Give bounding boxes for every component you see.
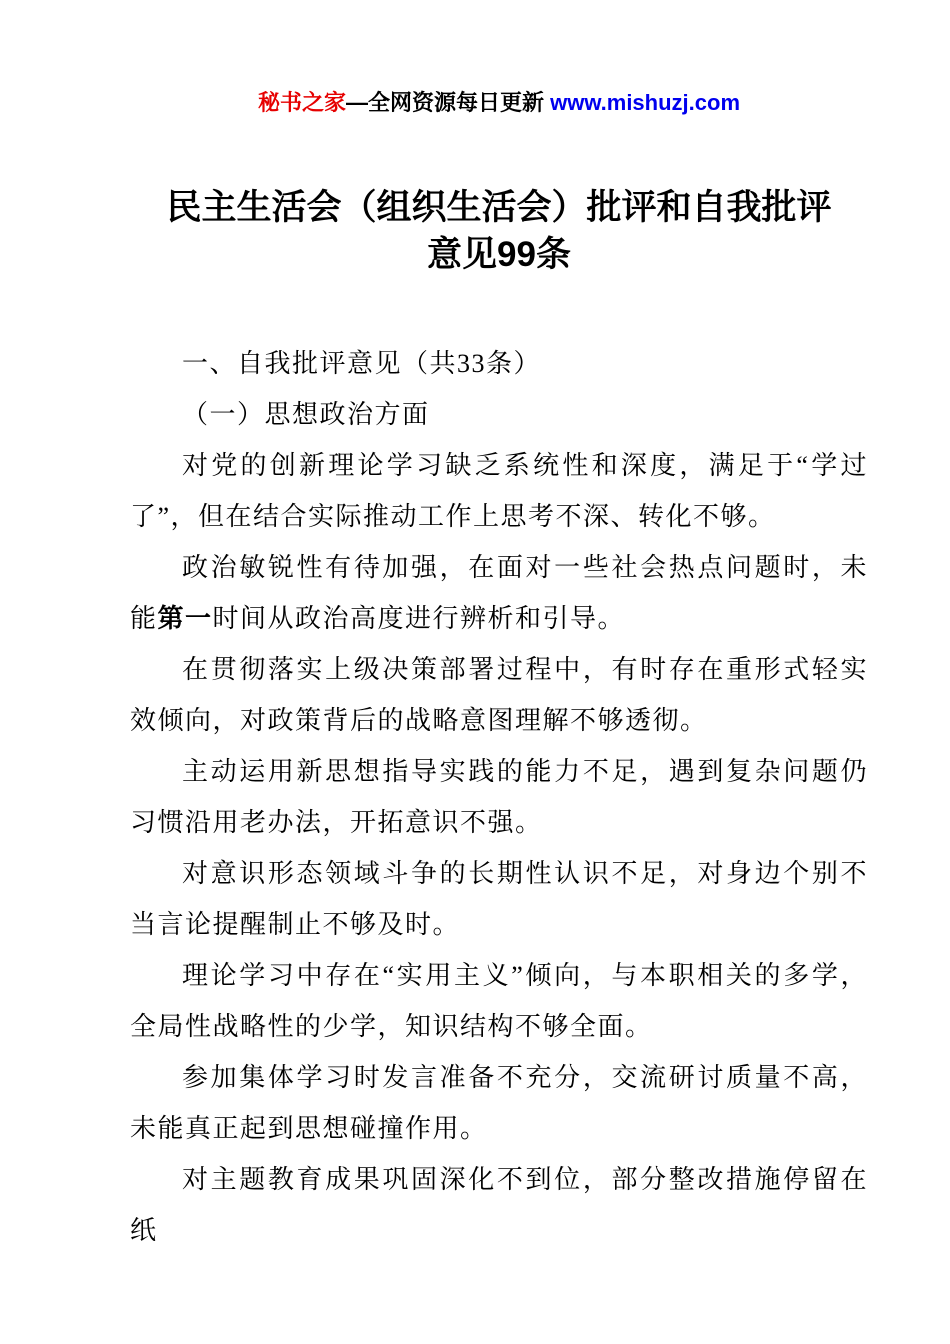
paragraph-2-text: 政治敏锐性有待加强，在面对一些社会热点问题时，未能	[130, 553, 868, 633]
document-title	[130, 184, 868, 278]
paragraph-8: 对主题教育成果巩固深化不到位，部分整改措施停留在纸	[130, 1165, 868, 1245]
site-brand: 秘书之家	[257, 90, 346, 115]
paragraph-2	[130, 542, 868, 644]
site-header	[130, 88, 868, 118]
paragraph-2-bold-run: 第一	[157, 604, 213, 633]
site-tagline: —全网资源每日更新	[346, 90, 551, 115]
paragraph-6: 理论学习中存在“实用主义”倾向，与本职相关的多学，全局性战略性的少学，知识结构不够全面。	[130, 961, 868, 1041]
paragraph-5: 对意识形态领域斗争的长期性认识不足，对身边个别不当言论提醒制止不够及时。	[130, 859, 868, 939]
paragraph-1: 对党的创新理论学习缺乏系统性和深度，满足于“学过了”，但在结合实际推动工作上思考不深、转化不够。	[130, 451, 868, 531]
site-url-link[interactable]: www.mishuzj.com	[550, 90, 741, 115]
paragraph-3: 在贯彻落实上级决策部署过程中，有时存在重形式轻实效倾向，对政策背后的战略意图理解不够透彻。	[130, 655, 868, 735]
section-heading: 一、自我批评意见（共33条）	[182, 349, 542, 378]
paragraph-4: 主动运用新思想指导实践的能力不足，遇到复杂问题仍习惯沿用老办法，开拓意识不强。	[130, 757, 868, 837]
paragraph-7: 参加集体学习时发言准备不充分，交流研讨质量不高，未能真正起到思想碰撞作用。	[130, 1063, 868, 1143]
paragraph-2-text-after: 时间从政治高度进行辨析和引导。	[212, 604, 626, 633]
document-body	[130, 338, 868, 1256]
subsection-heading: （一）思想政治方面	[182, 400, 430, 429]
title-line-2: 意见99条	[427, 235, 571, 274]
title-line-1: 民主生活会（组织生活会）批评和自我批评	[166, 188, 832, 227]
